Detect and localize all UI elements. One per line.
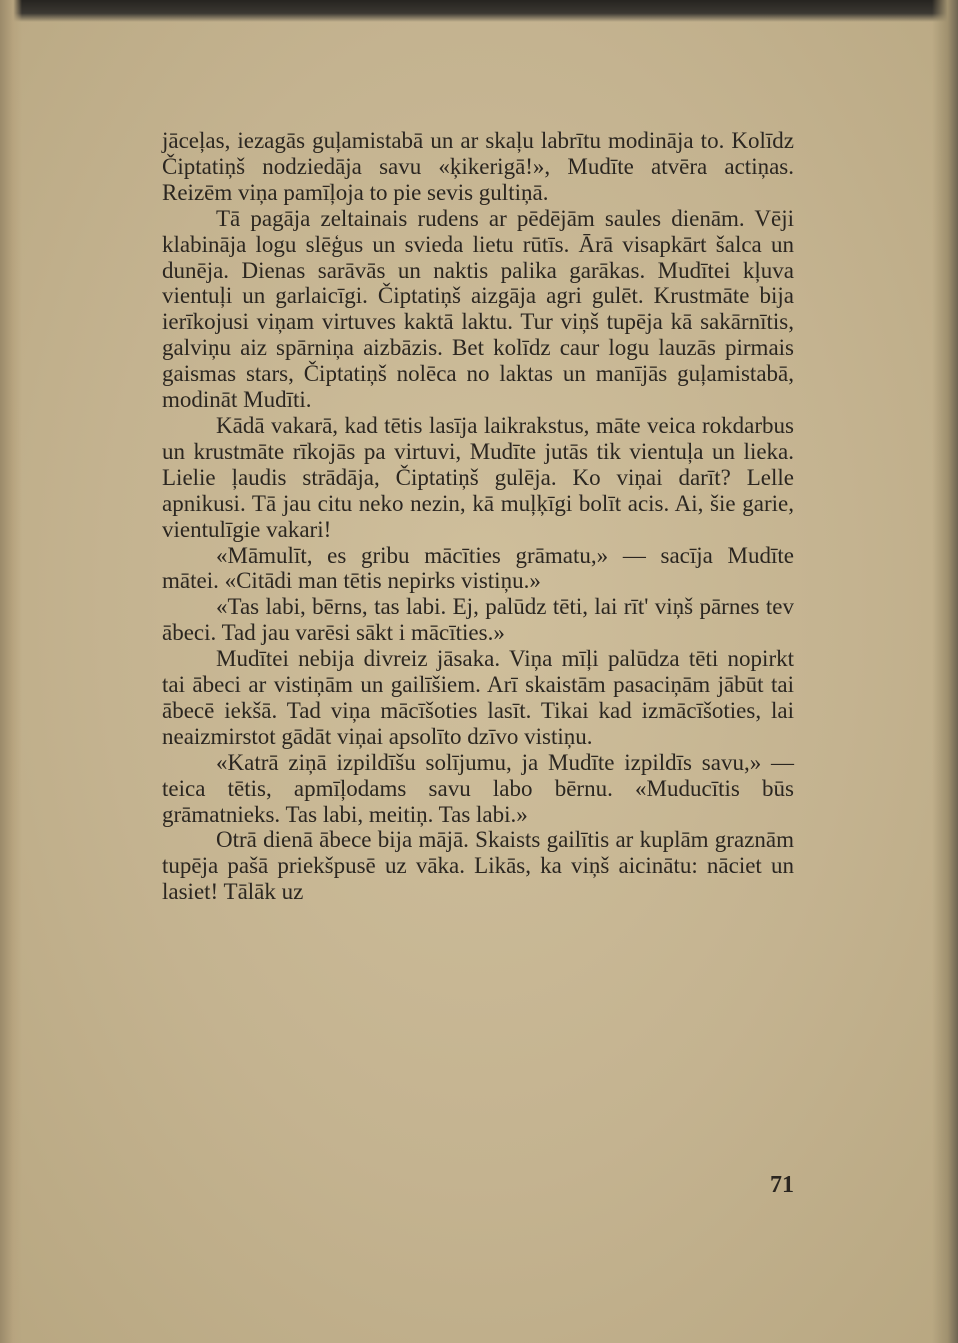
top-page-shadow xyxy=(0,0,958,22)
paragraph-continued: jāceļas, iezagās guļamistabā un ar skaļu labrītu modināja to. Kolīdz Čiptatiņš nodziedāja savu «ķikerigā!», Mudīte atvēra actiņas. Reizēm viņa pamīļoja to pie sevis gultiņā. xyxy=(162,128,794,205)
paragraph: «Katrā ziņā izpildīšu solījumu, ja Mudīte izpildīs savu,» — teica tētis, apmīļodams savu labo bērnu. «Muducītis būs grāmatnieks. Tas labi, meitiņ. Tas labi.» xyxy=(162,749,794,827)
paragraph: «Māmulīt, es gribu mācīties grāmatu,» — sacīja Mudīte mātei. «Citādi man tētis nepirks vistiņu.» xyxy=(162,542,794,594)
body-text xyxy=(162,128,794,905)
paragraph: Otrā dienā ābece bija mājā. Skaists gailītis ar kuplām graznām tupēja pašā priekšpusē uz vāka. Likās, ka viņš aicinātu: nāciet un lasiet! Tālāk uz xyxy=(162,827,794,905)
paragraph: Mudītei nebija divreiz jāsaka. Viņa mīļi palūdza tēti nopirkt tai ābeci ar vistiņām un gailīšiem. Arī skaistām pasaciņām jābūt tai ābecē iekšā. Tad viņa mācīšoties lasīt. Tikai kad izmācīšoties, lai neaizmirstot gādāt viņai apsolīto dzīvo vistiņu. xyxy=(162,646,794,749)
paragraph: Tā pagāja zeltainais rudens ar pēdējām saules dienām. Vēji klabināja logu slēģus un svieda lietu rūtīs. Ārā visapkārt šalca un dunēja. Dienas sarāvās un naktis palika garākas. Mudītei kļuva vientuļi un garlaicīgi. Čiptatiņš aizgāja agri gulēt. Krustmāte bija ierīkojusi viņam virtuves kaktā laktu. Tur viņš tupēja kā sakārnītis, galviņu aiz spārniņa aizbāzis. Bet kolīdz caur logu lauzās pirmais gaismas stars, Čiptatiņš nolēca no laktas un manījās guļamistabā, modināt Mudīti. xyxy=(162,205,794,413)
paragraph: Kādā vakarā, kad tētis lasīja laikrakstus, māte veica rokdarbus un krustmāte rīkojās pa virtuvi, Mudīte jutās tik vientuļa un lieka. Lielie ļaudis strādāja, Čiptatiņš gulēja. Ko viņai darīt? Lelle apnikusi. Tā jau citu neko nezin, kā muļķīgi bolīt acis. Ai, šie garie, vientulīgie vakari! xyxy=(162,412,794,542)
paragraph: «Tas labi, bērns, tas labi. Ej, palūdz tēti, lai rīt' viņš pārnes tev ābeci. Tad jau varēsi sākt i mācīties.» xyxy=(162,594,794,646)
left-page-edge xyxy=(0,0,22,1343)
page-number: 71 xyxy=(770,1172,794,1198)
right-page-edge xyxy=(932,0,958,1343)
